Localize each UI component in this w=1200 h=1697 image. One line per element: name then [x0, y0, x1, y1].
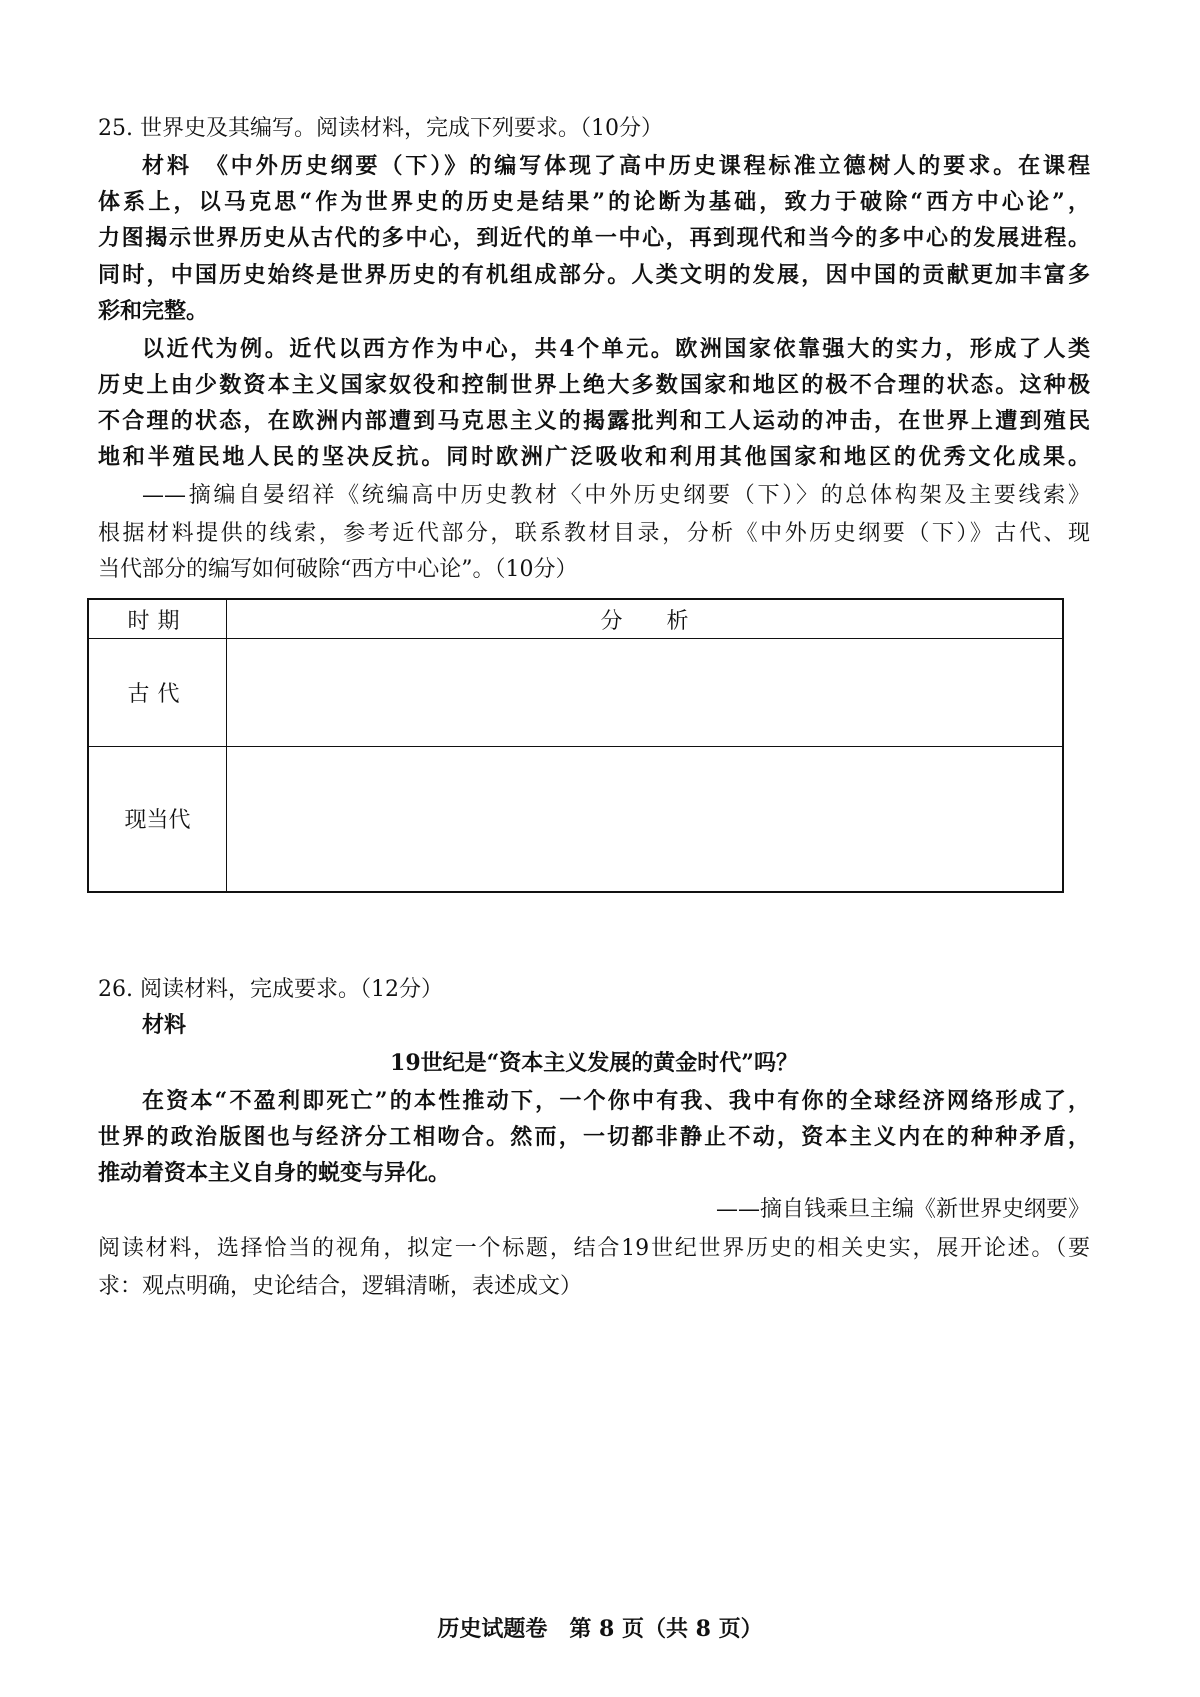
- q25-title: 25. 世界史及其编写。阅读材料，完成下列要求。（10分）: [98, 116, 663, 141]
- q25-material-line: 材料 《中外历史纲要（下）》的编写体现了高中历史课程标准立德树人的要求。在课程: [142, 153, 1090, 179]
- q26-material-line: 推动着资本主义自身的蜕变与异化。: [98, 1160, 451, 1186]
- q25-material-line: 地和半殖民地人民的坚决反抗。同时欧洲广泛吸收和利用其他国家和地区的优秀文化成果。: [98, 444, 1090, 470]
- table-header-analysis: 分 析: [227, 599, 1064, 639]
- table-row: [88, 747, 1063, 892]
- page-footer: 历史试题卷 第 8 页（共 8 页）: [437, 1616, 763, 1642]
- q25-material-line: 历史上由少数资本主义国家奴役和控制世界上绝大多数国家和地区的极不合理的状态。这种极: [98, 372, 1090, 398]
- q26-material-label: 材料: [142, 1012, 187, 1038]
- period-cell: 现当代: [88, 747, 227, 892]
- q26-material-line: 在资本“不盈利即死亡”的本性推动下，一个你中有我、我中有你的全球经济网络形成了，: [142, 1088, 1090, 1114]
- q25-material-line: 以近代为例。近代以西方作为中心，共4个单元。欧洲国家依靠强大的实力，形成了人类: [142, 336, 1090, 362]
- q25-material-line: 同时，中国历史始终是世界历史的有机组成部分。人类文明的发展，因中国的贡献更加丰富多: [98, 262, 1090, 288]
- q25-material-line: 力图揭示世界历史从古代的多中心，到近代的单一中心，再到现代和当今的多中心的发展进程。: [98, 225, 1090, 251]
- period-cell: 古代: [88, 639, 227, 747]
- analysis-cell[interactable]: [227, 639, 1064, 747]
- table-header-period: 时期: [88, 599, 227, 639]
- answer-table: [87, 598, 1064, 893]
- q25-material-line: 不合理的状态，在欧洲内部遭到马克思主义的揭露批判和工人运动的冲击，在世界上遭到殖民: [98, 408, 1090, 434]
- q26-material-line: 世界的政治版图也与经济分工相吻合。然而，一切都非静止不动，资本主义内在的种种矛盾，: [98, 1124, 1090, 1150]
- q26-question-line: 阅读材料，选择恰当的视角，拟定一个标题，结合19世纪世界历史的相关史实，展开论述。（要: [98, 1236, 1090, 1261]
- q25-material-line: 体系上，以马克思“作为世界史的历史是结果”的论断为基础，致力于破除“西方中心论”，: [98, 189, 1090, 215]
- q25-material-line: 彩和完整。: [98, 298, 209, 324]
- table-row: [88, 639, 1063, 747]
- q26-title: 26. 阅读材料，完成要求。（12分）: [98, 977, 443, 1002]
- q25-source: ——摘编自晏绍祥《统编高中历史教材〈中外历史纲要（下）〉的总体构架及主要线索》: [142, 483, 1090, 508]
- analysis-cell[interactable]: [227, 747, 1064, 892]
- q26-heading: 19世纪是“资本主义发展的黄金时代”吗？: [390, 1050, 798, 1076]
- q26-question-line: 求：观点明确，史论结合，逻辑清晰，表述成文）: [98, 1274, 583, 1299]
- q25-question-line: 当代部分的编写如何破除“西方中心论”。（10分）: [98, 557, 578, 582]
- q26-source: ——摘自钱乘旦主编《新世界史纲要》: [715, 1197, 1090, 1222]
- q25-question-line: 根据材料提供的线索，参考近代部分，联系教材目录，分析《中外历史纲要（下）》古代、现: [98, 521, 1090, 546]
